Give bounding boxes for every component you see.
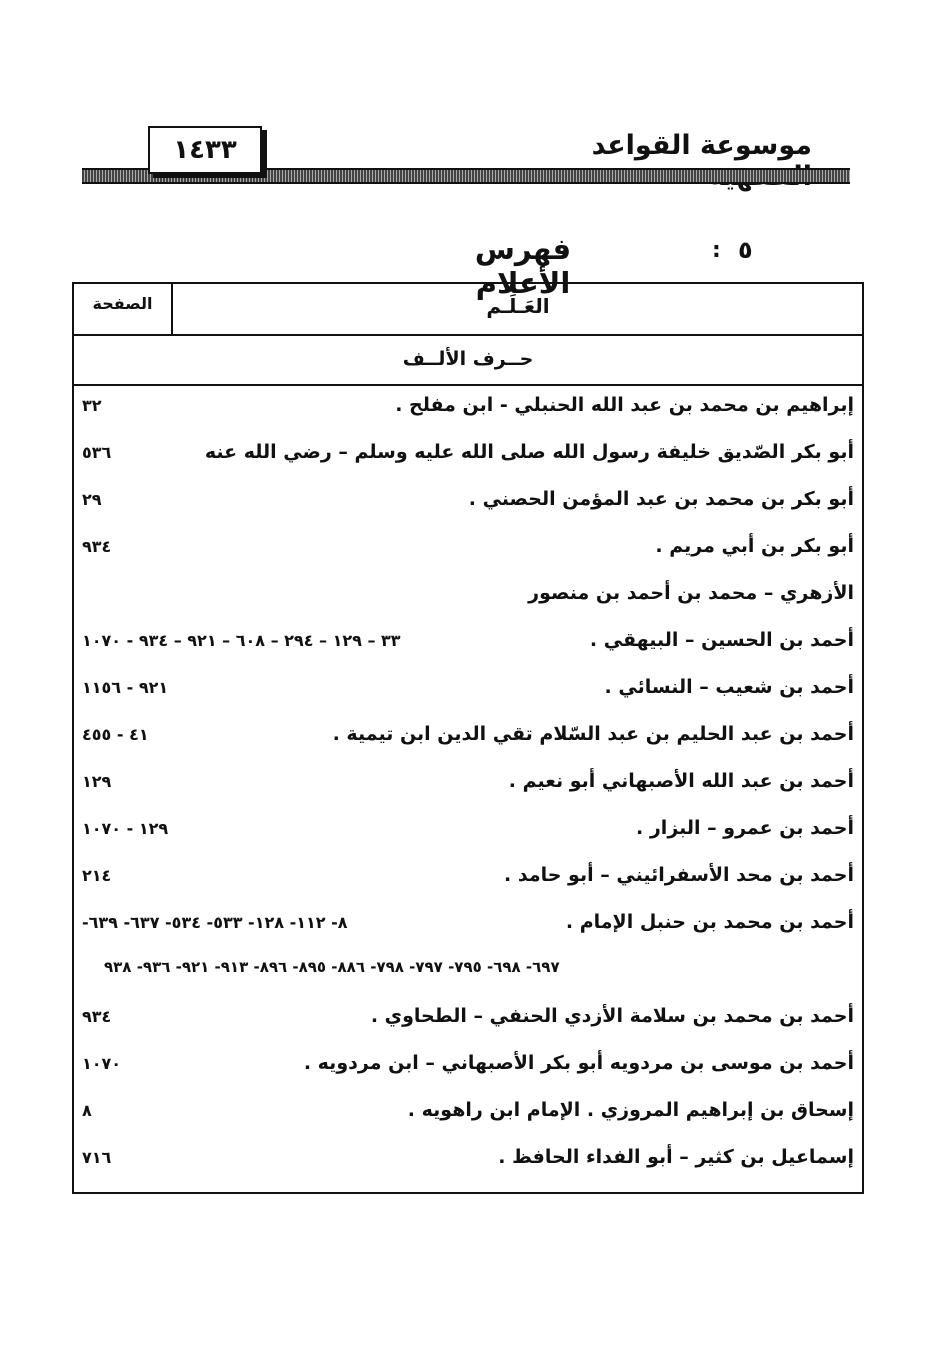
entry-name: أبو بكر بن محمد بن عبد المؤمن الحصني . — [468, 488, 854, 510]
column-header-page: الصفحة — [92, 294, 153, 313]
entry-name: أحمد بن عبد الله الأصبهاني أبو نعيم . — [508, 770, 854, 792]
entry-name: أحمد بن محد الأسفرائيني – أبو حامد . — [504, 864, 854, 886]
entry-name: أحمد بن عمرو – البزار . — [636, 817, 854, 839]
entry-pages: ٩٣٤ — [82, 1007, 112, 1026]
entry-name: إبراهيم بن محمد بن عبد الله الحنبلي - ابن مفلح . — [395, 394, 854, 416]
entry-pages: ٧١٦ — [82, 1148, 112, 1167]
entry-name: أحمد بن محمد بن سلامة الأزدي الحنفي – الطحاوي . — [370, 1005, 854, 1027]
entry-pages: ١٢٩ — [82, 772, 112, 791]
entry-pages: ٨- ١١٢- ١٢٨- ٥٣٣- ٥٣٤- ٦٣٧- ٦٣٩- — [82, 913, 348, 932]
entry-pages: ٣٣ – ١٢٩ – ٢٩٤ – ٦٠٨ – ٩٢١ – ٩٣٤ - ١٠٧٠ — [82, 631, 401, 650]
index-title: فهرس الأعلام — [474, 232, 572, 300]
table-row — [74, 807, 862, 854]
entry-pages: ٢١٤ — [82, 866, 112, 885]
entry-pages: ١٢٩ - ١٠٧٠ — [82, 819, 169, 838]
entry-pages: ٢٩ — [82, 490, 102, 509]
table-row — [74, 384, 862, 431]
entry-name: أحمد بن محمد بن حنبل الإمام . — [565, 911, 854, 933]
entry-name: أحمد بن موسى بن مردويه أبو بكر الأصبهاني – ابن مردويه . — [303, 1052, 854, 1074]
entry-name: أبو بكر بن أبي مريم . — [655, 535, 854, 557]
entry-name: أحمد بن عبد الحليم بن عبد السّلام تقي الدين ابن تيمية . — [332, 723, 854, 745]
table-row — [74, 619, 862, 666]
letter-section-row — [74, 336, 862, 386]
table-row — [74, 1042, 862, 1089]
table-row — [74, 572, 862, 619]
entry-pages: ٥٣٦ — [82, 443, 112, 462]
index-number: ٥ — [738, 236, 753, 264]
page-number-box — [148, 126, 262, 174]
entry-pages: ٨ — [82, 1101, 92, 1120]
entry-pages: ٩٣٤ — [82, 537, 112, 556]
table-row — [74, 1136, 862, 1183]
index-table — [72, 282, 864, 1194]
table-row — [74, 525, 862, 572]
book-title: موسوعة القواعد — [591, 130, 812, 161]
table-row — [74, 666, 862, 713]
entry-name: الأزهري – محمد بن أحمد بن منصور — [528, 582, 854, 604]
entry-pages: ٩٢١ - ١١٥٦ — [82, 678, 169, 697]
table-header-row — [74, 284, 862, 336]
entry-pages: ٤١ - ٤٥٥ — [82, 725, 149, 744]
table-row — [74, 948, 862, 995]
page-number: ١٤٣٣ — [173, 135, 237, 165]
entry-pages: ١٠٧٠ — [82, 1054, 122, 1073]
entry-name: إسحاق بن إبراهيم المروزي . الإمام ابن راهويه . — [407, 1099, 854, 1121]
table-row — [74, 760, 862, 807]
entry-name: إسماعيل بن كثير – أبو الفداء الحافظ . — [498, 1146, 854, 1168]
table-row — [74, 1089, 862, 1136]
entry-name: أحمد بن شعيب – النسائي . — [604, 676, 854, 698]
entry-name: أبو بكر الصّديق خليفة رسول الله صلى الله عليه وسلم – رضي الله عنه — [204, 441, 854, 463]
letter-section-label: حــرف الألــف — [402, 348, 534, 370]
index-colon: : — [712, 238, 721, 263]
table-row — [74, 431, 862, 478]
table-row — [74, 854, 862, 901]
entries-list — [74, 384, 862, 1183]
entry-pages-continuation: ٦٩٧- ٦٩٨- ٧٩٥- ٧٩٧- ٧٩٨- ٨٨٦- ٨٩٥- ٨٩٦- ٩١٣- ٩٢١- ٩٣٦- ٩٣٨ — [104, 958, 560, 976]
table-row — [74, 995, 862, 1042]
column-header-name: العَـلَـم — [486, 294, 550, 318]
table-row — [74, 713, 862, 760]
entry-pages: ٣٢ — [82, 396, 102, 415]
entry-name: أحمد بن الحسين – البيهقي . — [589, 629, 854, 651]
table-row — [74, 901, 862, 948]
table-row — [74, 478, 862, 525]
